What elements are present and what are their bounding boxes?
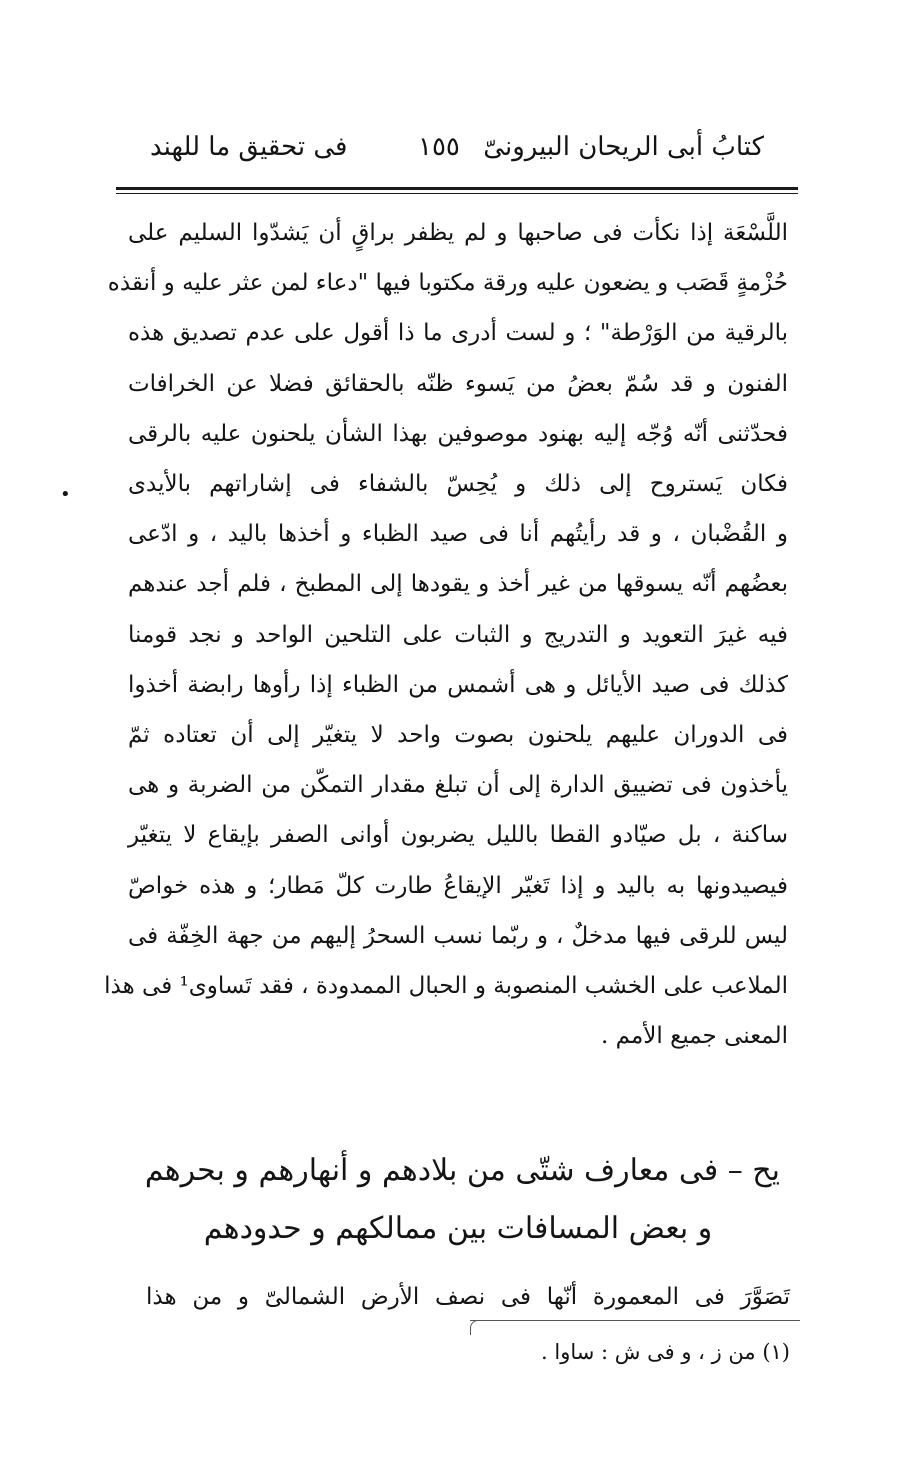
text-line: بعضُهم أنّه يسوقها من غير أخذ و يقودها إلى المطبخ ، فلم أجد عندهم	[128, 571, 788, 598]
text-line: ساكنة ، بل صيّادو القطا بالليل يضربون أوانى الصفر بإيقاع لا يتغيّر	[128, 822, 788, 849]
section-heading	[118, 1142, 798, 1258]
section-title: فى تحقيق ما للهند	[150, 132, 348, 162]
text-line: و القُضْبان ، و قد رأيتُهم أنا فى صيد الظباء و أخذها باليد ، و ادّعى	[128, 521, 788, 548]
footnote-rule-hook	[470, 1320, 479, 1335]
text-line: بالرقية من الوَرْطة" ؛ و لست أدرى ما ذا أقول على عدم تصديق هذه	[128, 320, 788, 347]
header-rule-thin	[116, 193, 798, 194]
section-heading-line-2: و بعض المسافات بين ممالكهم و حدودهم	[203, 1211, 713, 1246]
header-rule-thick	[116, 187, 798, 190]
text-line: فى الدوران عليهم يلحنون بصوت واحد لا يتغيّر إلى أن تعتاده ثمّ	[128, 722, 788, 749]
section-body	[146, 1272, 798, 1322]
running-head	[118, 118, 798, 178]
text-line: فحدّثنى أنّه وُجّه إليه بهنود موصوفين بهذا الشأن يلحنون عليه بالرقى	[128, 420, 788, 447]
text-line: اللَّسْعَة إذا نكأت فى صاحبها و لم يظفر براقٍ أن يَشدّوا السليم على	[128, 220, 788, 246]
text-line: المعنى جميع الأمم .	[601, 1023, 788, 1050]
text-line: كذلك فى صيد الأيائل و هى أشمس من الظباء إذا رأوها رابضة أخذوا	[128, 671, 788, 698]
body-text	[104, 208, 788, 1061]
text-line: ليس للرقى فيها مدخلٌ ، و ربّما نسب السحرُ إليهم من جهة الخِفّة فى	[128, 922, 788, 949]
footnote: (١) من ز ، و فى ش : ساوا .	[541, 1340, 790, 1364]
text-line: حُزْمةٍ قَصَب و يضعون عليه ورقة مكتوبا فيها "دعاء لمن عثر عليه و أنقذه	[107, 270, 788, 297]
footnote-rule	[470, 1320, 800, 1321]
text-line: الملاعب على الخشب المنصوبة و الحبال الممدودة ، فقد تَساوى¹ فى هذا	[104, 973, 788, 1000]
text-line: تَصَوَّرَ فى المعمورة أنّها فى نصف الأرض الشمالىّ و من هذا	[146, 1284, 790, 1310]
text-line: يأخذون فى تضييق الدارة إلى أن تبلغ مقدار التمكّن من الضربة و هى	[128, 772, 788, 799]
text-line: الفنون و قد سُمّ بعضُ من يَسوء ظنّه بالحقائق فضلا عن الخرافات	[128, 370, 788, 397]
text-line: فيصيدونها به باليد و إذا تَغيّر الإيقاعُ طارت كلّ مَطار؛ و هذه خواصّ	[128, 872, 788, 899]
text-line: فيه غيرَ التعويد و التدريج و الثبات على التلحين الواحد و نجد قومنا	[128, 621, 788, 648]
section-heading-line-1: يح – فى معارف شتّى من بلادهم و أنهارهم و بحرهم	[144, 1153, 780, 1188]
page-number: ١٥٥	[418, 132, 460, 162]
book-title: كتابُ أبى الريحان البيرونىّ	[483, 132, 764, 162]
margin-mark: •	[60, 484, 71, 505]
text-line: فكان يَستروح إلى ذلك و يُحِسّ بالشفاء فى إشاراتهم بالأيدى	[128, 471, 788, 498]
